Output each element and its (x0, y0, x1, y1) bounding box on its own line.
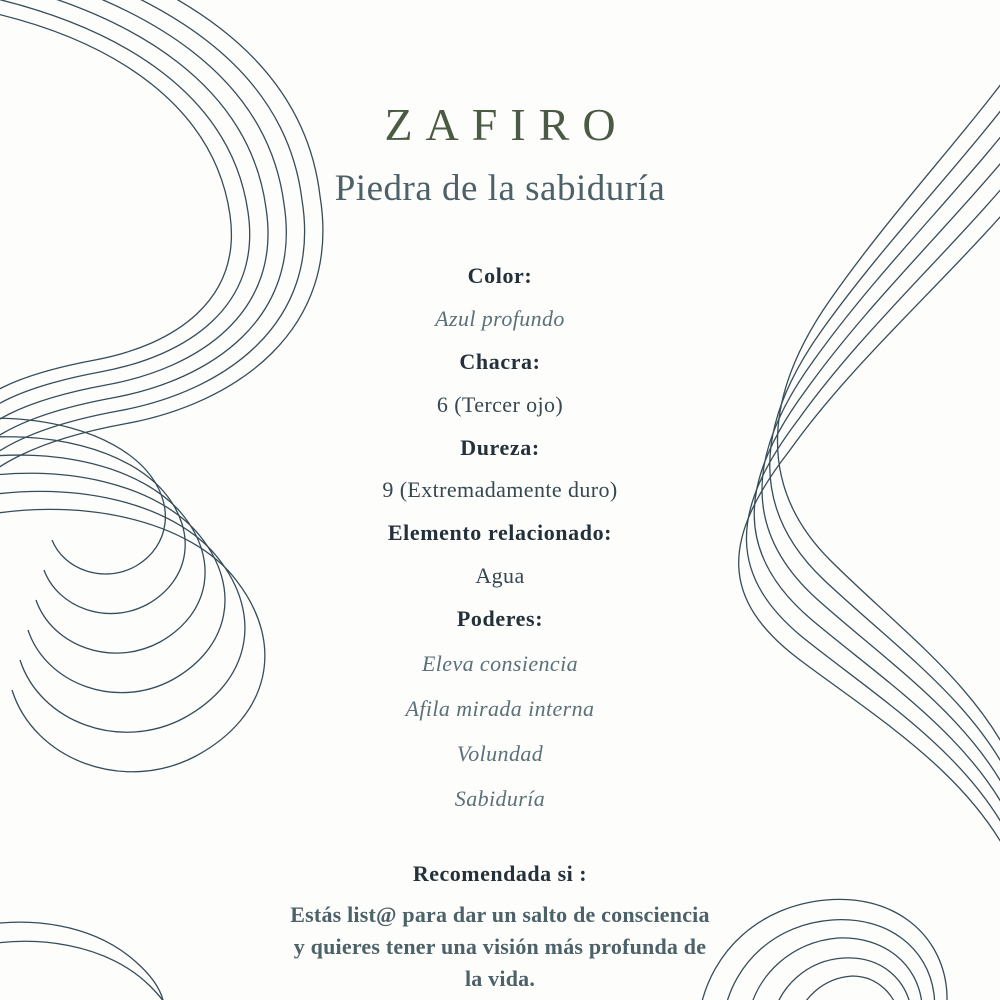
attribute-label-element: Elemento relacionado: (387, 520, 613, 546)
power-item: Volundad (456, 741, 544, 767)
page-title: ZAFIRO (384, 99, 629, 150)
recommendation-label: Recomendada si : (412, 861, 588, 887)
recommendation-block (0, 861, 1000, 995)
power-item: Afila mirada interna (405, 696, 595, 722)
attribute-value-hardness: 9 (Extremadamente duro) (382, 477, 618, 503)
page-subtitle: Piedra de la sabiduría (334, 168, 666, 209)
attribute-label-color: Color: (467, 263, 533, 288)
attribute-value-color: Azul profundo (435, 305, 565, 331)
attribute-label-hardness: Dureza: (460, 434, 540, 460)
power-item: Eleva consiencia (421, 651, 579, 677)
powers-list (406, 641, 595, 821)
recommendation-text: Estás list@ para dar un salto de consciencia y quieres tener una visión más profunda de la vida. (290, 902, 710, 992)
power-item: Sabiduría (454, 786, 546, 812)
attribute-list (0, 255, 1000, 821)
attribute-label-powers: Poderes: (456, 606, 544, 632)
attribute-value-chakra: 6 (Tercer ojo) (436, 391, 564, 417)
attribute-value-element: Agua (475, 563, 525, 589)
attribute-label-chakra: Chacra: (459, 348, 541, 374)
